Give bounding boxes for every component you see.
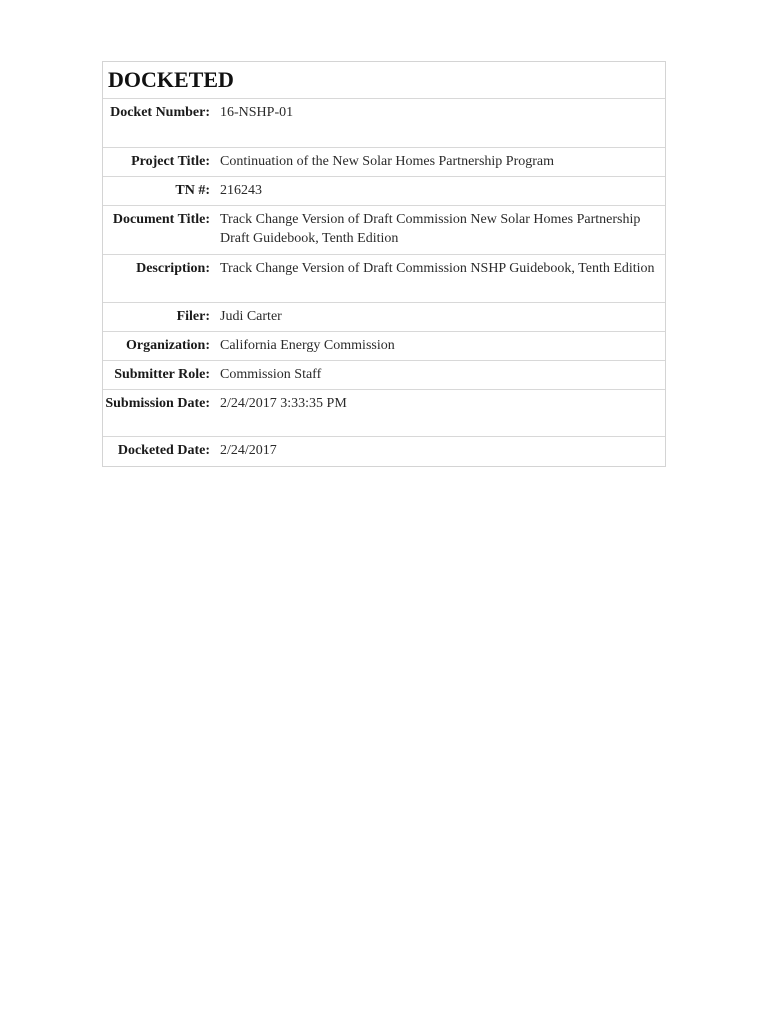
docket-number-label: Docket Number: <box>110 105 210 120</box>
submitter-role-label: Submitter Role: <box>114 367 210 382</box>
submission-date-label: Submission Date: <box>105 396 210 411</box>
docket-number-value: 16-NSHP-01 <box>220 105 294 120</box>
row-document-title <box>103 206 665 255</box>
submitter-role-value: Commission Staff <box>220 367 322 382</box>
row-docketed-date <box>103 437 665 466</box>
row-submission-date <box>103 390 665 437</box>
tn-value: 216243 <box>220 183 262 198</box>
row-submitter-role <box>103 361 665 390</box>
description-value: Track Change Version of Draft Commission NSHP Guidebook, Tenth Edition <box>220 261 655 276</box>
row-tn <box>103 177 665 206</box>
docketed-date-label: Docketed Date: <box>117 443 210 458</box>
project-title-label: Project Title: <box>131 154 210 169</box>
tn-label: TN #: <box>175 183 210 198</box>
description-label: Description: <box>136 261 210 276</box>
row-filer <box>103 303 665 332</box>
row-description <box>103 255 665 303</box>
submission-date-value: 2/24/2017 3:33:35 PM <box>220 396 347 411</box>
row-project-title <box>103 148 665 177</box>
filer-label: Filer: <box>176 309 210 324</box>
row-organization <box>103 332 665 361</box>
organization-value: California Energy Commission <box>220 338 395 353</box>
project-title-value: Continuation of the New Solar Homes Partnership Program <box>220 154 555 169</box>
filer-value: Judi Carter <box>220 309 282 324</box>
organization-label: Organization: <box>126 338 210 353</box>
document-title-label: Document Title: <box>112 212 210 227</box>
docketed-date-value: 2/24/2017 <box>220 443 277 458</box>
docket-heading: DOCKETED <box>103 62 665 99</box>
document-title-value: Track Change Version of Draft Commission New Solar Homes Partnership Draft Guidebook, Tenth Edition <box>220 212 641 246</box>
row-docket-number <box>103 99 665 148</box>
docket-cover-table <box>102 61 666 467</box>
